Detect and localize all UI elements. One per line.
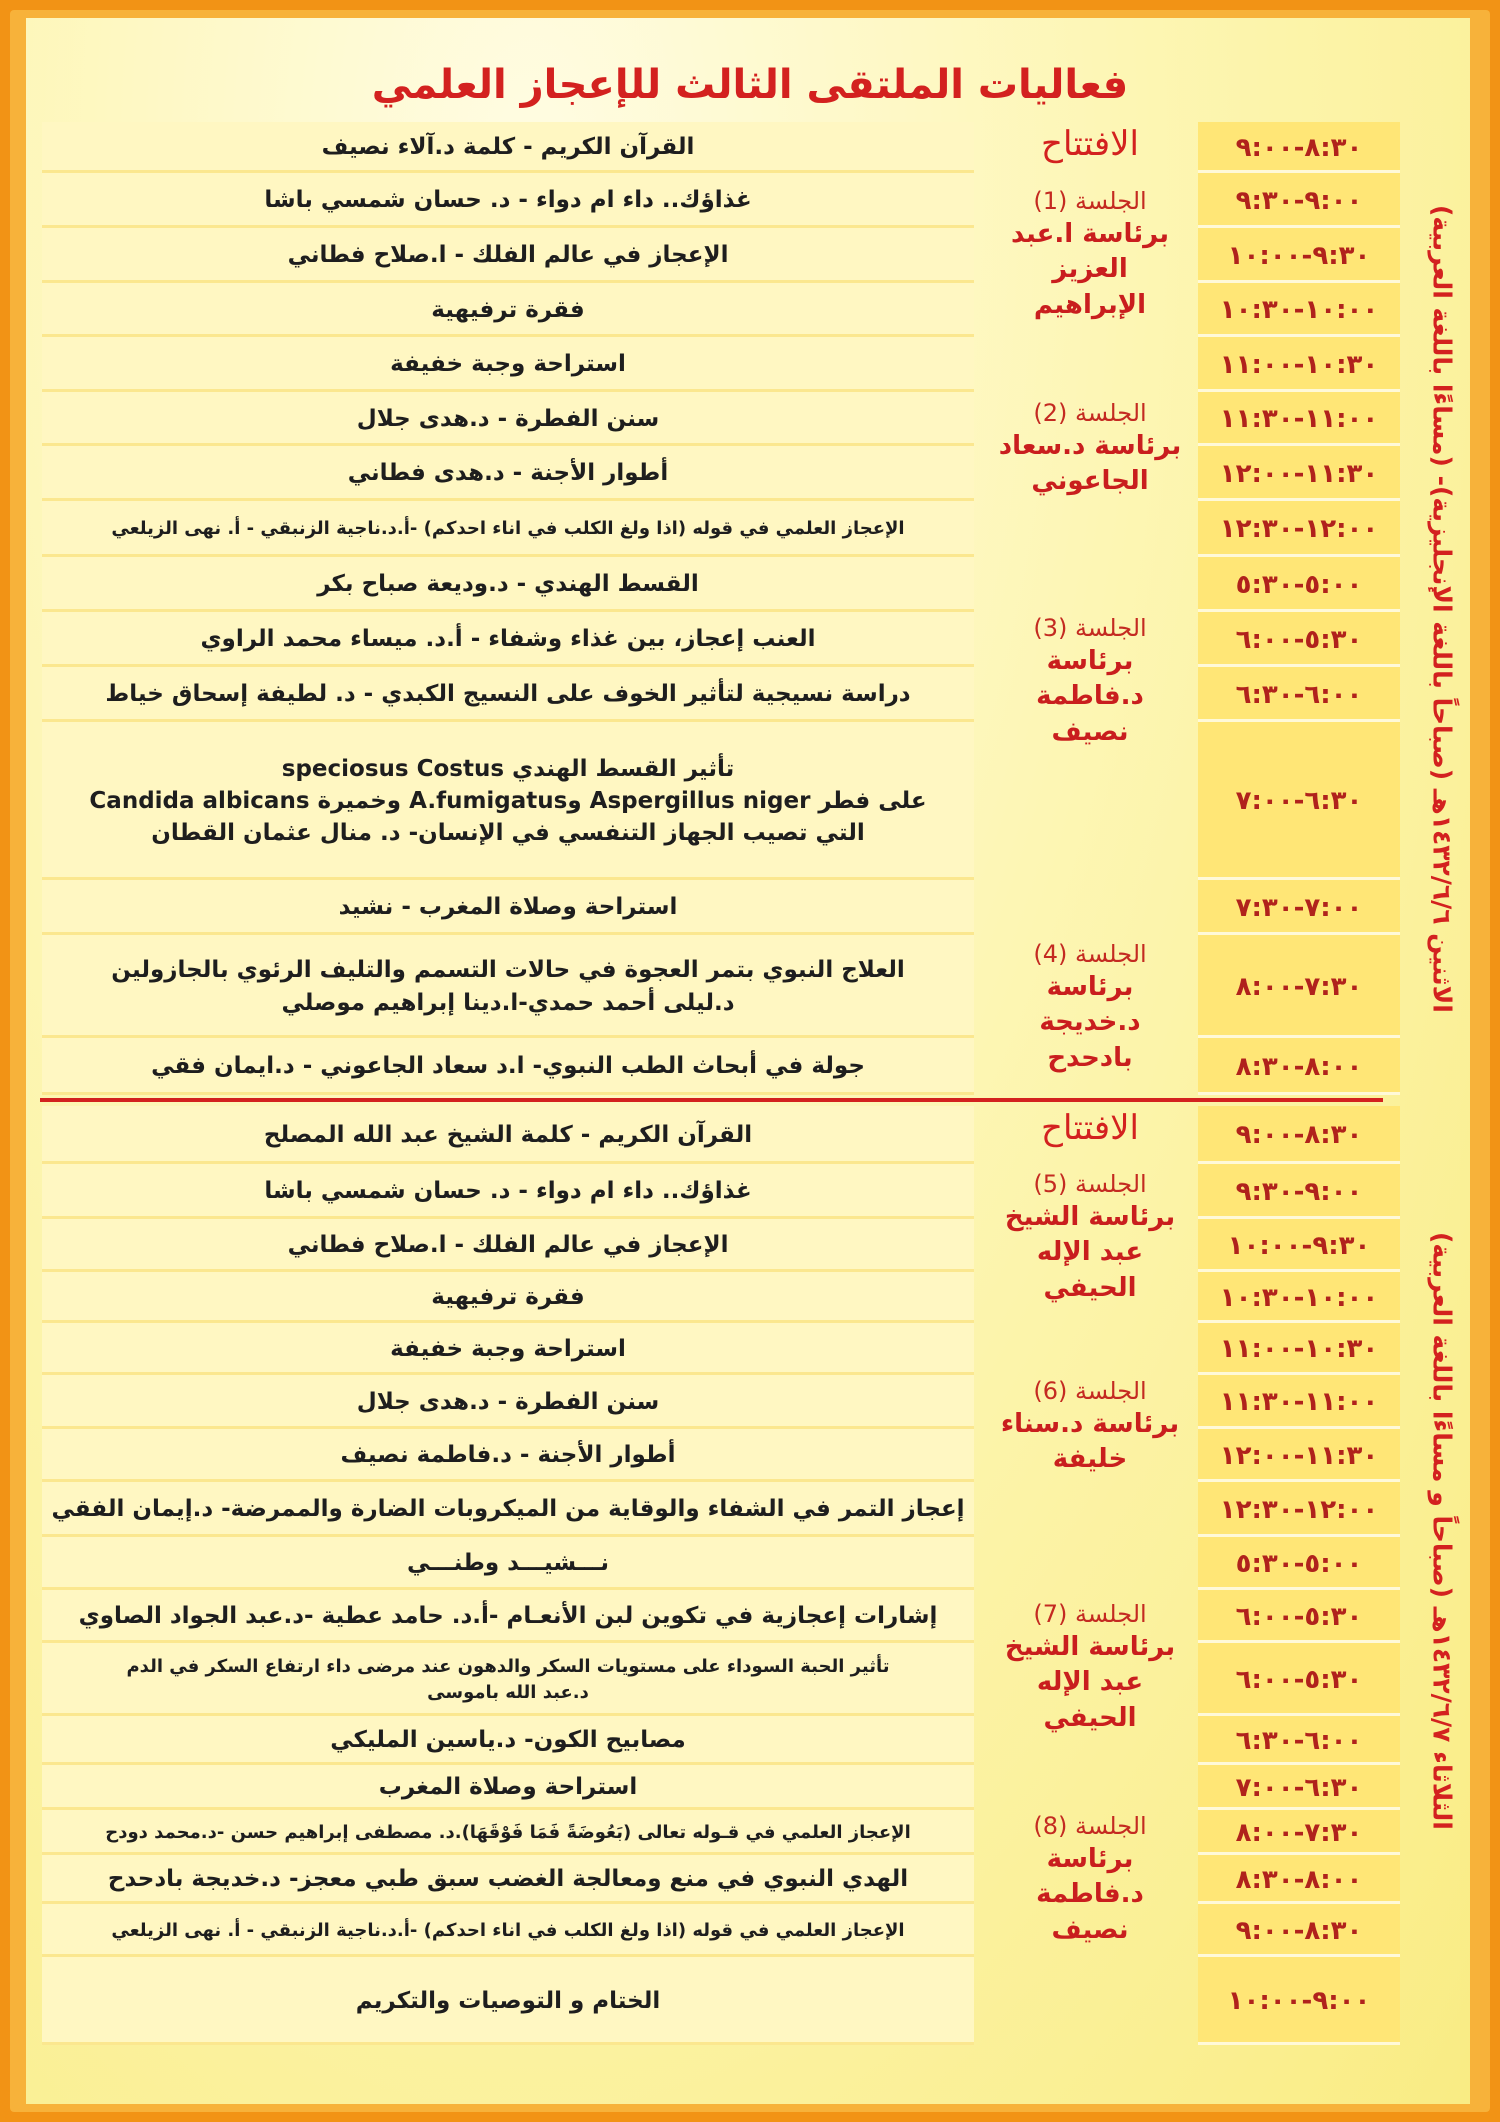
time-cell: ١٠:٣٠-١١:٠٠ [1198, 337, 1400, 392]
program-cell [42, 1219, 974, 1272]
time-cell: ٦:٠٠-٦:٣٠ [1198, 667, 1400, 722]
time-cell: ١١:٣٠-١٢:٠٠ [1198, 1429, 1400, 1482]
time-cell: ٨:٣٠-٩:٠٠ [1198, 1904, 1400, 1957]
program-line: د.عبد الله باموسى [427, 1681, 589, 1703]
schedule-row [0, 122, 1500, 173]
day-separator [40, 1098, 1383, 1102]
schedule-row [0, 1904, 1500, 1957]
time-cell: ٥:٠٠-٥:٣٠ [1198, 1537, 1400, 1590]
program-cell [42, 1855, 974, 1904]
time-cell: ٩:٣٠-١٠:٠٠ [1198, 228, 1400, 283]
opening-title: الافتتاح [1041, 1108, 1139, 1148]
schedule-row [0, 1219, 1500, 1272]
time-cell: ١٢:٠٠-١٢:٣٠ [1198, 501, 1400, 557]
time-cell: ٨:٠٠-٨:٣٠ [1198, 1038, 1400, 1095]
program-line: الختام و التوصيات والتكريم [355, 1987, 661, 2014]
schedule-row [0, 1765, 1500, 1810]
session-chair: برئاسة د.فاطمة نصيف [1036, 1844, 1144, 1945]
time-cell: ٨:٣٠-٩:٠٠ [1198, 122, 1400, 173]
schedule-row [0, 392, 1500, 446]
program-cell [42, 1272, 974, 1323]
session-block [995, 1810, 1185, 1948]
schedule-row [0, 1643, 1500, 1716]
program-cell [42, 667, 974, 722]
program-cell [42, 1375, 974, 1429]
time-cell: ٨:٠٠-٨:٣٠ [1198, 1855, 1400, 1904]
program-line: إعجاز التمر في الشفاء والوقاية من الميكروبات الضارة والممرضة- د.إيمان الفقي [51, 1496, 965, 1523]
day-label-tuesday: الثلاثاء ١٤٣٢/٦/٧هـ (صباحاً و مساءًا باللغة العربية) [1427, 1232, 1457, 1830]
program-cell [42, 1429, 974, 1482]
session-number: الجلسة (3) [1033, 614, 1147, 642]
time-cell: ١١:٠٠-١١:٣٠ [1198, 1375, 1400, 1429]
program-cell [42, 1904, 974, 1957]
program-line: د.ليلى أحمد حمدي-ا.دينا إبراهيم موصلي [281, 989, 735, 1016]
time-cell: ٦:٠٠-٦:٣٠ [1198, 1716, 1400, 1765]
program-line: إشارات إعجازية في تكوين لبن الأنعـام -أ.د. حامد عطية -د.عبد الجواد الصاوي [78, 1603, 938, 1630]
schedule-row [0, 337, 1500, 392]
session-block [995, 185, 1185, 323]
time-cell: ٥:٣٠-٦:٠٠ [1198, 1590, 1400, 1643]
program-line: القرآن الكريم - كلمة الشيخ عبد الله المصلح [263, 1121, 753, 1148]
program-line: الإعجاز العلمي في قوله (اذا ولغ الكلب في اناء احدكم) -أ.د.ناجية الزنبقي - أ. نهى الزيلعي [111, 1919, 905, 1941]
time-cell: ٧:٣٠-٨:٠٠ [1198, 1810, 1400, 1855]
schedule-row [0, 283, 1500, 337]
program-line: العلاج النبوي بتمر العجوة في حالات التسمم والتليف الرئوي بالجازولين [111, 957, 905, 984]
schedule-row [0, 557, 1500, 612]
program-line: استراحة وجبة خفيفة [390, 1335, 626, 1362]
program-line: الهدي النبوي في منع ومعالجة الغضب سبق طبي معجز- د.خديجة بادحدح [107, 1866, 909, 1893]
program-cell [42, 1323, 974, 1375]
program-cell [42, 1038, 974, 1095]
program-line: القرآن الكريم - كلمة د.آلاء نصيف [321, 134, 695, 161]
schedule-row [0, 880, 1500, 935]
session-number: الجلسة (1) [1033, 187, 1147, 215]
program-cell [42, 722, 974, 880]
time-cell: ٧:٠٠-٧:٣٠ [1198, 880, 1400, 935]
program-cell [42, 612, 974, 667]
session-number: الجلسة (8) [1033, 1812, 1147, 1840]
page-title: فعاليات الملتقى الثالث للإعجاز العلمي [371, 62, 1129, 108]
time-cell: ٩:٠٠-٩:٣٠ [1198, 1164, 1400, 1219]
row-divider [0, 1092, 1500, 1095]
schedule-row [0, 1429, 1500, 1482]
schedule-row [0, 935, 1500, 1038]
schedule-row [0, 1716, 1500, 1765]
program-line: دراسة نسيجية لتأثير الخوف على النسيج الكبدي - د. لطيفة إسحاق خياط [105, 681, 911, 708]
program-cell [42, 1537, 974, 1590]
session-number: الجلسة (6) [1033, 1377, 1147, 1405]
program-cell [42, 283, 974, 337]
program-line: أطوار الأجنة - د.هدى فطاني [347, 460, 669, 487]
program-cell [42, 446, 974, 501]
program-line: القسط الهندي - د.وديعة صباح بكر [317, 571, 699, 598]
row-divider [0, 2042, 1500, 2045]
program-cell [42, 1164, 974, 1219]
program-cell [42, 935, 974, 1038]
time-cell: ٥:٠٠-٥:٣٠ [1198, 557, 1400, 612]
program-cell [42, 1765, 974, 1810]
schedule-row [0, 1272, 1500, 1323]
program-line: غذاؤك.. داء ام دواء - د. حسان شمسي باشا [264, 187, 752, 214]
session-chair: برئاسة د.سناء خليفة [1000, 1409, 1180, 1475]
program-line: نـــشيـــد وطنـــي [406, 1550, 610, 1577]
program-line: الإعجاز في عالم الفلك - ا.صلاح فطاني [287, 242, 729, 269]
schedule-row [0, 1537, 1500, 1590]
time-cell: ٨:٣٠-٩:٠٠ [1198, 1106, 1400, 1164]
day-label-monday: الاثنين ١٤٣٢/٦/٦هـ (صباحاً باللغة الإنجليزية)- (مساءًا باللغة العربية) [1427, 204, 1457, 1013]
program-line: استراحة وصلاة المغرب - نشيد [338, 894, 678, 921]
program-cell [42, 557, 974, 612]
schedule-row [0, 446, 1500, 501]
time-cell: ١٠:٠٠-١٠:٣٠ [1198, 283, 1400, 337]
program-cell [42, 1810, 974, 1855]
session-chair: برئاسة ا.عبد العزيز الإبراهيم [1010, 219, 1170, 320]
program-cell [42, 173, 974, 228]
time-cell: ٥:٣٠-٦:٠٠ [1198, 1643, 1400, 1716]
program-cell [42, 501, 974, 557]
session-block [995, 1598, 1185, 1736]
program-line: الإعجاز العلمي في قـوله تعالى (بَعُوضَةً فَمَا فَوْقَهَا).د. مصطفى إبراهيم حسن -د.محمد دودح [105, 1821, 911, 1843]
schedule-row [0, 722, 1500, 880]
program-cell [42, 1957, 974, 2045]
session-number: الجلسة (7) [1033, 1600, 1147, 1628]
program-cell [42, 880, 974, 935]
time-cell: ١٠:٠٠-١٠:٣٠ [1198, 1272, 1400, 1323]
schedule-row [0, 173, 1500, 228]
time-cell: ١٠:٣٠-١١:٠٠ [1198, 1323, 1400, 1375]
time-cell: ٦:٣٠-٧:٠٠ [1198, 1765, 1400, 1810]
schedule-row [0, 1590, 1500, 1643]
program-cell [42, 1716, 974, 1765]
session-number: الجلسة (5) [1033, 1170, 1147, 1198]
program-line: سنن الفطرة - د.هدى جلال [356, 1388, 660, 1415]
program-line: التي تصيب الجهاز التنفسي في الإنسان- د. منال عثمان القطان [151, 820, 865, 847]
time-cell: ٥:٣٠-٦:٠٠ [1198, 612, 1400, 667]
program-line: على فطر Aspergillus niger وA.fumigatus وخميرة Candida albicans [89, 787, 927, 814]
schedule-row [0, 501, 1500, 557]
program-line: سنن الفطرة - د.هدى جلال [356, 405, 660, 432]
session-block [995, 1375, 1185, 1478]
schedule-row [0, 612, 1500, 667]
opening-title: الافتتاح [1041, 124, 1139, 164]
time-cell: ٧:٣٠-٨:٠٠ [1198, 935, 1400, 1038]
program-line: غذاؤك.. داء ام دواء - د. حسان شمسي باشا [264, 1178, 752, 1205]
schedule-row [0, 1106, 1500, 1164]
session-number: الجلسة (2) [1033, 399, 1147, 427]
session-block [995, 1168, 1185, 1306]
session-chair: برئاسة الشيخ عبد الإله الحيفي [1004, 1632, 1176, 1733]
schedule-row [0, 1957, 1500, 2045]
program-cell [42, 392, 974, 446]
program-cell [42, 228, 974, 283]
schedule-row [0, 1164, 1500, 1219]
program-line: تأثير الحبة السوداء على مستويات السكر والدهون عند مرضى داء ارتفاع السكر في الدم [126, 1656, 890, 1678]
program-line: جولة في أبحاث الطب النبوي- ا.د سعاد الجاعوني - د.ايمان فقي [151, 1053, 865, 1080]
program-line: فقرة ترفيهية [431, 296, 585, 323]
schedule-row [0, 1038, 1500, 1095]
program-line: استراحة وجبة خفيفة [390, 351, 626, 378]
time-cell: ١١:٣٠-١٢:٠٠ [1198, 446, 1400, 501]
program-cell [42, 122, 974, 173]
program-line: أطوار الأجنة - د.فاطمة نصيف [340, 1442, 676, 1469]
session-chair: برئاسة د.سعاد الجاعوني [998, 431, 1182, 497]
schedule-row [0, 1482, 1500, 1537]
session-number: الجلسة (4) [1033, 940, 1147, 968]
opening-label [995, 122, 1185, 168]
session-chair: برئاسة د.خديجة بادحدح [1039, 972, 1141, 1073]
program-cell [42, 1482, 974, 1537]
session-block [995, 397, 1185, 500]
program-line: مصابيح الكون- د.ياسين المليكي [330, 1727, 686, 1754]
schedule-row [0, 1855, 1500, 1904]
session-block [995, 612, 1185, 750]
session-chair: برئاسة الشيخ عبد الإله الحيفي [1004, 1202, 1176, 1303]
program-cell [42, 1590, 974, 1643]
schedule-row [0, 1810, 1500, 1855]
session-block [995, 938, 1185, 1076]
schedule-row [0, 1375, 1500, 1429]
time-cell: ٦:٣٠-٧:٠٠ [1198, 722, 1400, 880]
session-chair: برئاسة د.فاطمة نصيف [1036, 646, 1144, 747]
program-line: استراحة وصلاة المغرب [378, 1774, 638, 1801]
schedule-row [0, 1323, 1500, 1375]
program-cell [42, 337, 974, 392]
program-line: العنب إعجاز، بين غذاء وشفاء - أ.د. ميساء محمد الراوي [200, 626, 816, 653]
program-cell [42, 1106, 974, 1164]
program-line: الإعجاز في عالم الفلك - ا.صلاح فطاني [287, 1232, 729, 1259]
time-cell: ٩:٠٠-٩:٣٠ [1198, 173, 1400, 228]
program-line: الإعجاز العلمي في قوله (اذا ولغ الكلب في اناء احدكم) -أ.د.ناجية الزنبقي - أ. نهى الزيلعي [111, 518, 905, 540]
schedule-row [0, 228, 1500, 283]
program-line: فقرة ترفيهية [431, 1284, 585, 1311]
time-cell: ٩:٠٠-١٠:٠٠ [1198, 1957, 1400, 2045]
opening-label [995, 1106, 1185, 1152]
program-line: تأثير القسط الهندي speciosus Costus [281, 755, 735, 782]
schedule-row [0, 667, 1500, 722]
time-cell: ١٢:٠٠-١٢:٣٠ [1198, 1482, 1400, 1537]
program-cell [42, 1643, 974, 1716]
time-cell: ١١:٠٠-١١:٣٠ [1198, 392, 1400, 446]
time-cell: ٩:٣٠-١٠:٠٠ [1198, 1219, 1400, 1272]
